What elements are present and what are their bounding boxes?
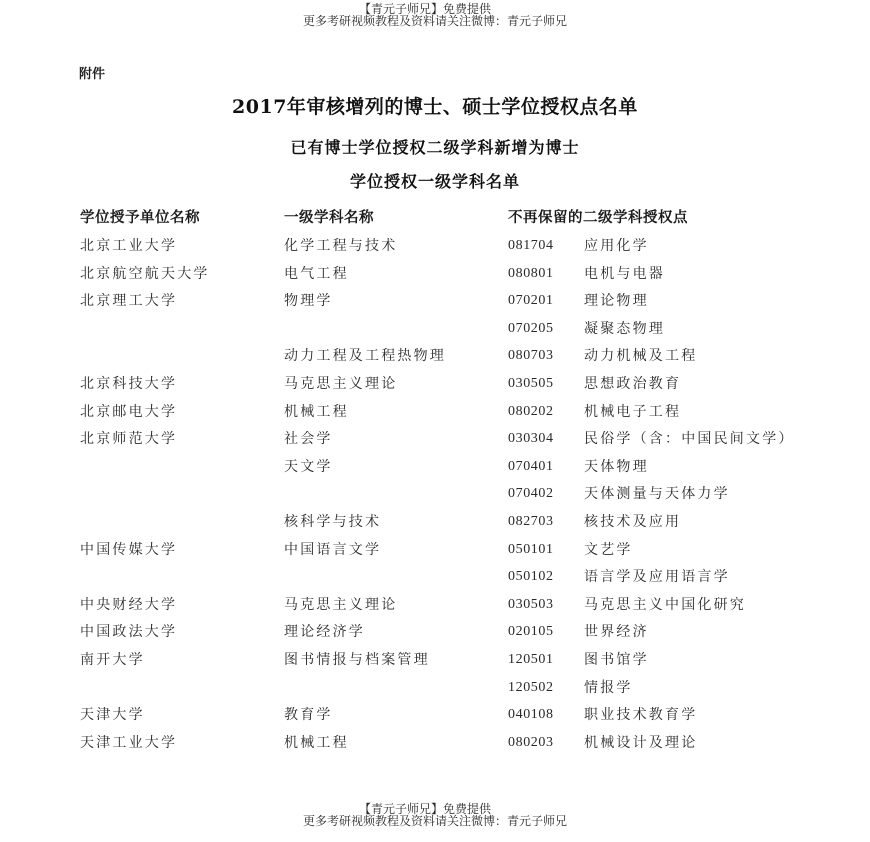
cell-major: 世界经济: [584, 624, 649, 641]
cell-unit: 南开大学: [80, 651, 145, 668]
cell-unit: 北京科技大学: [80, 375, 178, 392]
cell-discipline: 机械工程: [284, 734, 349, 751]
degree-authorization-table: [80, 208, 820, 760]
cell-secondary: [508, 733, 820, 761]
cell-major: 理论物理: [584, 293, 649, 310]
cell-unit: 中央财经大学: [80, 596, 178, 613]
cell-unit: 北京邮电大学: [80, 403, 178, 420]
attachment-label: 附件: [79, 67, 106, 82]
cell-major: 民俗学（含：中国民间文学）: [584, 431, 795, 448]
table-row: [80, 236, 820, 264]
table-body: [80, 236, 820, 760]
cell-unit: [80, 346, 284, 374]
table-row: [80, 512, 820, 540]
cell-discipline: [284, 319, 508, 347]
cell-major: 职业技术教育学: [584, 707, 698, 724]
cell-unit: [80, 457, 284, 485]
cell-code: 050101: [508, 541, 554, 557]
cell-secondary: [508, 319, 820, 347]
table-row: [80, 402, 820, 430]
cell-code: 080801: [508, 265, 554, 281]
cell-code: 020105: [508, 624, 554, 640]
cell-unit: 北京师范大学: [80, 431, 178, 448]
cell-code: 081704: [508, 238, 554, 253]
cell-code: 080703: [508, 348, 554, 364]
cell-discipline: [284, 484, 508, 512]
cell-discipline: 中国语言文学: [284, 541, 382, 558]
cell-discipline: [284, 567, 508, 595]
cell-unit: [80, 484, 284, 512]
table-row: [80, 291, 820, 319]
watermark-footer: [0, 803, 870, 827]
cell-discipline: 图书情报与档案管理: [284, 651, 430, 668]
cell-discipline: 电气工程: [284, 265, 349, 282]
cell-discipline: 天文学: [284, 458, 333, 475]
header-unit: 学位授予单位名称: [80, 210, 200, 226]
cell-secondary: [508, 678, 820, 706]
cell-major: 机械电子工程: [584, 403, 682, 420]
cell-secondary: [508, 595, 820, 623]
cell-unit: [80, 567, 284, 595]
table-row: [80, 678, 820, 706]
cell-secondary: [508, 567, 820, 595]
table-row: [80, 650, 820, 678]
table-row: [80, 705, 820, 733]
cell-secondary: [508, 402, 820, 430]
watermark-header: [0, 3, 870, 27]
cell-unit: 北京工业大学: [80, 238, 178, 254]
cell-discipline: 马克思主义理论: [284, 596, 398, 613]
watermark-line-1: 【青元子师兄】免费提供: [358, 2, 491, 16]
cell-major: 思想政治教育: [584, 375, 682, 392]
cell-major: 凝聚态物理: [584, 320, 665, 337]
table-row: [80, 540, 820, 568]
header-discipline: 一级学科名称: [284, 210, 374, 226]
cell-major: 电机与电器: [584, 265, 665, 282]
cell-secondary: [508, 236, 820, 264]
cell-code: 082703: [508, 513, 554, 529]
cell-secondary: [508, 291, 820, 319]
cell-secondary: [508, 484, 820, 512]
cell-secondary: [508, 622, 820, 650]
cell-discipline: 核科学与技术: [284, 513, 382, 530]
cell-unit: [80, 512, 284, 540]
cell-discipline: [284, 678, 508, 706]
table-header-row: [80, 208, 820, 236]
cell-secondary: [508, 429, 820, 457]
document-title: 2017年审核增列的博士、硕士学位授权点名单: [232, 96, 638, 118]
watermark-line-1: 【青元子师兄】免费提供: [358, 802, 491, 816]
cell-code: 030304: [508, 431, 554, 447]
cell-major: 核技术及应用: [584, 513, 682, 530]
cell-secondary: [508, 264, 820, 292]
cell-secondary: [508, 512, 820, 540]
cell-secondary: [508, 457, 820, 485]
cell-code: 120501: [508, 651, 554, 667]
cell-secondary: [508, 650, 820, 678]
cell-code: 040108: [508, 707, 554, 723]
cell-code: 070205: [508, 320, 554, 336]
cell-code: 050102: [508, 569, 554, 585]
table-row: [80, 733, 820, 761]
cell-major: 马克思主义中国化研究: [584, 596, 746, 613]
cell-discipline: 化学工程与技术: [284, 238, 398, 254]
cell-major: 文艺学: [584, 541, 633, 558]
table-row: [80, 429, 820, 457]
cell-major: 天体物理: [584, 458, 649, 475]
cell-major: 应用化学: [584, 238, 649, 254]
cell-unit: 北京理工大学: [80, 293, 178, 310]
cell-secondary: [508, 705, 820, 733]
table-row: [80, 595, 820, 623]
cell-discipline: 物理学: [284, 293, 333, 310]
cell-major: 机械设计及理论: [584, 734, 698, 751]
cell-discipline: 动力工程及工程热物理: [284, 348, 446, 365]
cell-major: 动力机械及工程: [584, 348, 698, 365]
table-row: [80, 567, 820, 595]
cell-code: 080203: [508, 734, 554, 750]
cell-unit: 天津大学: [80, 707, 145, 724]
header-secondary: 不再保留的二级学科授权点: [508, 210, 688, 226]
cell-code: 070402: [508, 486, 554, 502]
cell-code: 030505: [508, 375, 554, 391]
table-row: [80, 484, 820, 512]
table-row: [80, 346, 820, 374]
cell-unit: [80, 678, 284, 706]
cell-code: 120502: [508, 679, 554, 695]
cell-code: 070401: [508, 458, 554, 474]
cell-unit: [80, 319, 284, 347]
table-row: [80, 374, 820, 402]
table-row: [80, 319, 820, 347]
cell-code: 070201: [508, 293, 554, 309]
subtitle-line-2: 学位授权一级学科名单: [349, 172, 520, 191]
subtitle-line-1: 已有博士学位授权二级学科新增为博士: [290, 138, 580, 157]
cell-code: 080202: [508, 403, 554, 419]
cell-secondary: [508, 346, 820, 374]
cell-major: 天体测量与天体力学: [584, 486, 730, 503]
cell-major: 语言学及应用语言学: [584, 569, 730, 586]
cell-secondary: [508, 540, 820, 568]
cell-code: 030503: [508, 596, 554, 612]
cell-discipline: 理论经济学: [284, 624, 365, 641]
cell-discipline: 社会学: [284, 431, 333, 448]
table-row: [80, 457, 820, 485]
cell-discipline: 马克思主义理论: [284, 375, 398, 392]
watermark-line-2: 更多考研视频教程及资料请关注微博：青元子师兄: [302, 14, 567, 28]
cell-unit: 中国传媒大学: [80, 541, 178, 558]
table-row: [80, 264, 820, 292]
cell-discipline: 机械工程: [284, 403, 349, 420]
table-row: [80, 622, 820, 650]
cell-unit: 中国政法大学: [80, 624, 178, 641]
cell-secondary: [508, 374, 820, 402]
cell-major: 情报学: [584, 679, 633, 696]
cell-unit: 天津工业大学: [80, 734, 178, 751]
cell-major: 图书馆学: [584, 651, 649, 668]
cell-unit: 北京航空航天大学: [80, 265, 210, 282]
cell-discipline: 教育学: [284, 707, 333, 724]
watermark-line-2: 更多考研视频教程及资料请关注微博：青元子师兄: [302, 814, 567, 828]
